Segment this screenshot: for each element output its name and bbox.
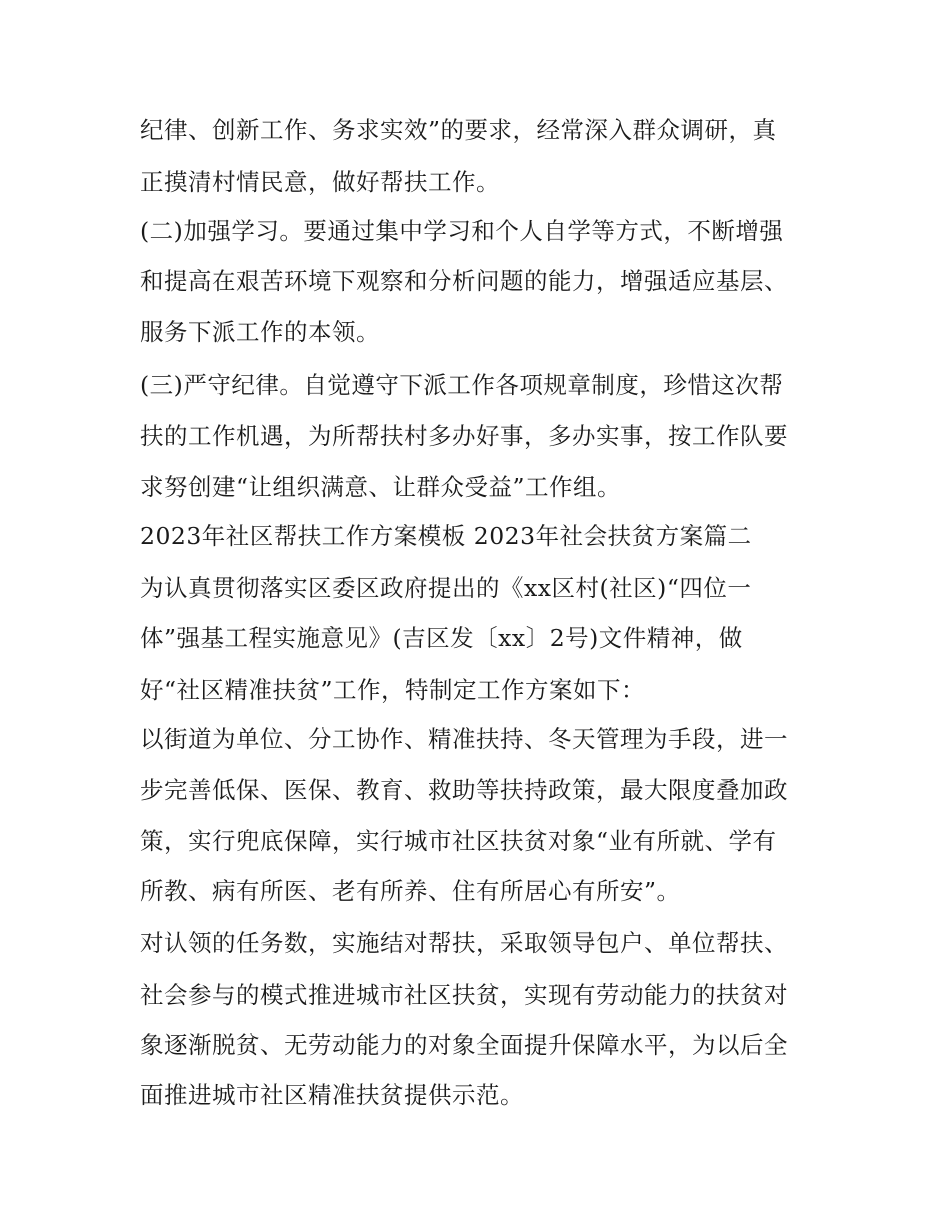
text-line: 以街道为单位、分工协作、精准扶持、冬天管理为手段，进一 bbox=[140, 725, 788, 753]
text-line: 社会参与的模式推进城市社区扶贫，实现有劳动能力的扶贫对 bbox=[140, 981, 788, 1009]
text-line: 对认领的任务数，实施结对帮扶，采取领导包户、单位帮扶、 bbox=[140, 929, 788, 957]
section-heading: 2023年社区帮扶工作方案模板 2023年社会扶贫方案篇二 bbox=[140, 522, 752, 550]
text-line: 步完善低保、医保、教育、救助等扶持政策，最大限度叠加政 bbox=[140, 776, 788, 804]
text-line: 和提高在艰苦环境下观察和分析问题的能力，增强适应基层、 bbox=[140, 267, 788, 295]
text-line: 象逐渐脱贫、无劳动能力的对象全面提升保障水平，为以后全 bbox=[140, 1031, 788, 1059]
text-line: 服务下派工作的本领。 bbox=[140, 318, 380, 346]
text-line: 策，实行兜底保障，实行城市社区扶贫对象“业有所就、学有 bbox=[140, 827, 777, 855]
text-line: 好“社区精准扶贫”工作，特制定工作方案如下： bbox=[140, 676, 646, 704]
text-line: 为认真贯彻落实区委区政府提出的《xx区村(社区)“四位一 bbox=[140, 574, 752, 602]
text-line: 面推进城市社区精准扶贫提供示范。 bbox=[140, 1081, 524, 1109]
text-line: 扶的工作机遇，为所帮扶村多办好事，多办实事，按工作队要 bbox=[140, 422, 788, 450]
text-line: (三)严守纪律。自觉遵守下派工作各项规章制度，珍惜这次帮 bbox=[140, 371, 784, 399]
text-line: (二)加强学习。要通过集中学习和个人自学等方式，不断增强 bbox=[140, 217, 784, 245]
text-line: 求努创建“让组织满意、让群众受益”工作组。 bbox=[140, 473, 622, 501]
text-line: 纪律、创新工作、务求实效”的要求，经常深入群众调研，真 bbox=[140, 116, 777, 144]
text-line: 体”强基工程实施意见》(吉区发〔xx〕2号)文件精神，做 bbox=[140, 624, 743, 652]
text-line: 所教、病有所医、老有所养、住有所居心有所安”。 bbox=[140, 877, 681, 905]
text-line: 正摸清村情民意，做好帮扶工作。 bbox=[140, 168, 500, 196]
